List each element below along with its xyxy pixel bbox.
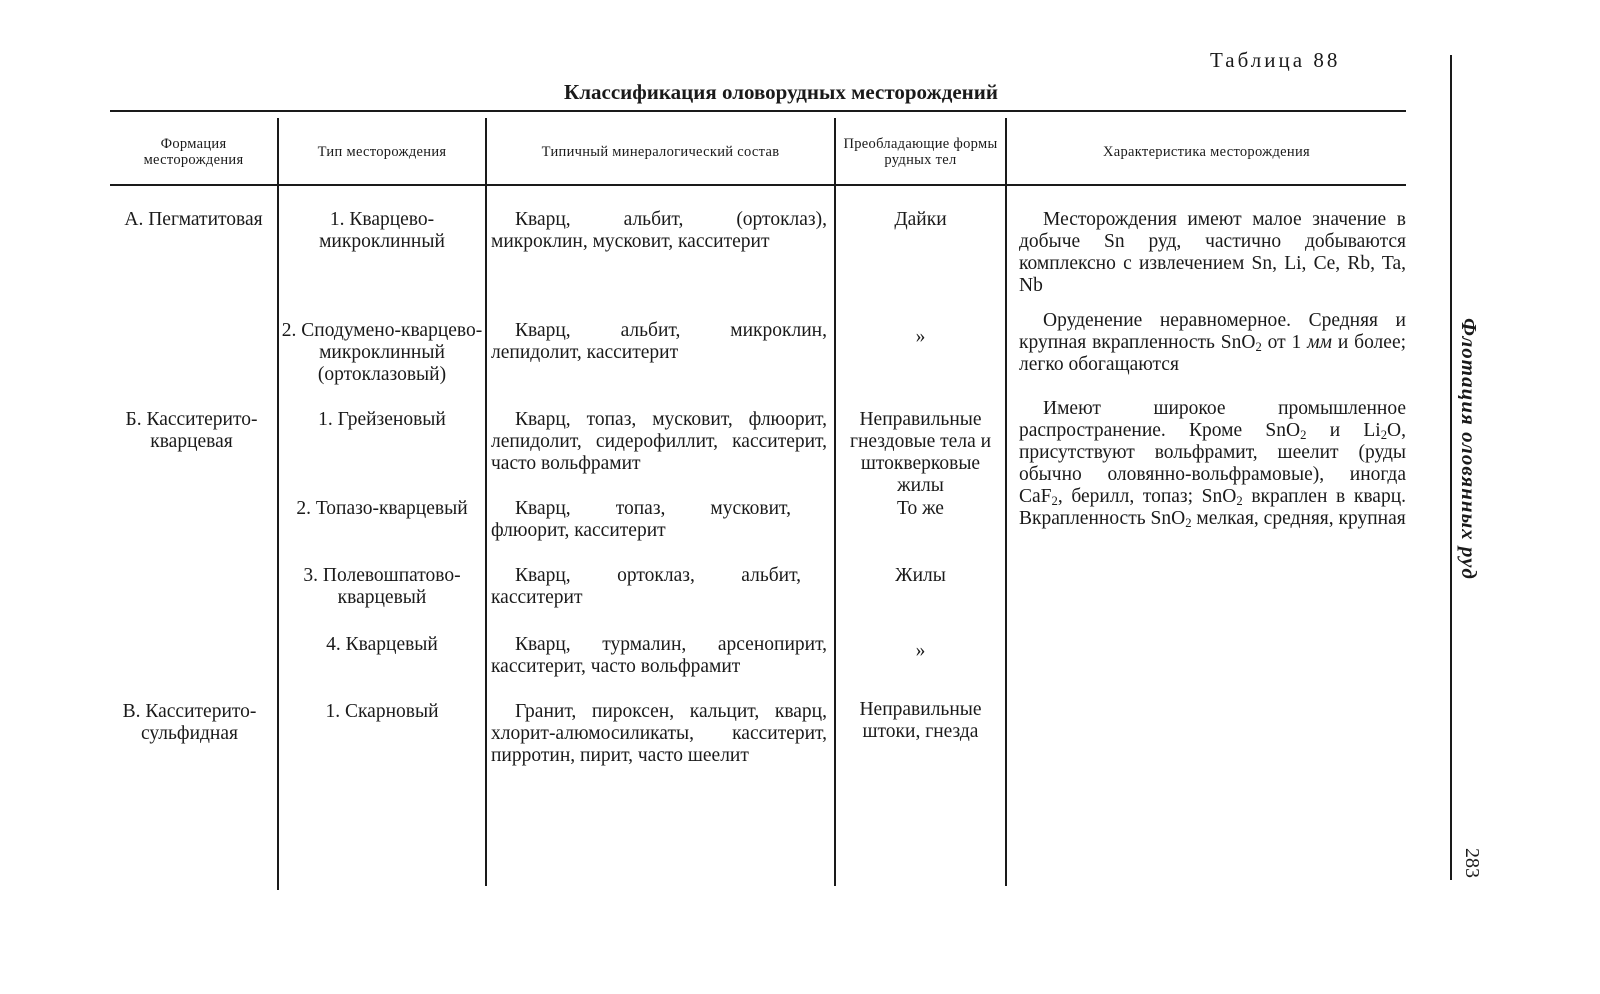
row2-characteristic: Оруденение неравномерное. Средняя и крупная вкрапленность SnO$_2$ от 1 мм и более; легко обогащаются [1019,310,1407,375]
header-composition: Типичный минералогический состав [541,144,780,160]
row1-composition: Кварц, альбит, (ортоклаз), микроклин, мусковит, касситерит [491,209,827,252]
row1-type: 1. Кварцево-микроклинный [319,209,445,252]
row2-type: 2. Сподумено-кварцево-микроклинный (ортоклазовый) [281,320,483,385]
row3-formation: Б. Касситерито-кварцевая [125,409,258,452]
header-forms: Преобладающие формы рудных тел [843,136,998,168]
row3-forms: Неправильные гнездовые тела и штокверковые жилы [849,409,992,496]
row6-forms: » [915,640,926,661]
table-number: Таблица 88 [1210,48,1341,72]
page-number: 283 [1461,848,1483,878]
row3-type: 1. Грейзеновый [318,409,446,430]
row5-type: 3. Полевошпатово-кварцевый [303,565,461,608]
header-formation: Формация месторождения [143,136,244,168]
row3-characteristic: Имеют широкое промышленное распространение. Кроме SnO$_2$ и $Li_2O$, присутствуют вольфрамит, шеелит (руды обычно оловянно-вольфрамовые), иногда CaF$_2$, берилл, топаз; SnO$_2$ вкраплен в кварц. Вкрапленность SnO$_2$ мелкая, средняя, крупная [1019,398,1407,530]
right-margin-rule [1450,55,1452,880]
row5-forms: Жилы [895,565,946,586]
row2-composition: Кварц, альбит, микроклин, лепидолит, касситерит [491,320,827,363]
row1-characteristic: Месторождения имеют малое значение в добыче Sn руд, частично добываются комплексно с извлечением Sn, Li, Ce, Rb, Ta, Nb [1019,209,1406,296]
col-divider-3 [834,118,836,886]
row2-forms: » [915,326,926,347]
row4-forms: То же [897,498,944,519]
header-type: Тип месторождения [317,144,447,160]
row1-forms: Дайки [894,209,947,230]
row7-formation: В. Касситерито-сульфидная [122,701,257,744]
col-divider-4 [1005,118,1007,886]
header-characteristic: Характеристика месторождения [1102,144,1310,160]
row7-type: 1. Скарновый [325,701,439,722]
table-title: Классификация оловорудных месторождений [564,80,998,104]
top-rule [110,110,1406,112]
row7-forms: Неправильные штоки, гнезда [859,699,982,742]
row4-composition: Кварц, топаз, мусковит, флюорит, касситерит [491,498,791,541]
col-divider-1 [277,118,279,890]
row3-composition: Кварц, топаз, мусковит, флюорит, лепидолит, сидерофиллит, касситерит, часто вольфрамит [491,409,827,474]
header-rule [110,184,1406,186]
row4-type: 2. Топазо-кварцевый [296,498,468,519]
row6-type: 4. Кварцевый [326,634,438,655]
running-title: Флотация оловянных руд [1457,318,1481,580]
row6-composition: Кварц, турмалин, арсенопирит, касситерит, часто вольфрамит [491,634,827,677]
row5-composition: Кварц, ортоклаз, альбит, касситерит [491,565,801,608]
row7-composition: Гранит, пироксен, кальцит, кварц, хлорит-алюмосиликаты, касситерит, пирротин, пирит, часто шеелит [491,701,827,766]
col-divider-2 [485,118,487,886]
row1-formation: А. Пегматитовая [124,209,263,230]
